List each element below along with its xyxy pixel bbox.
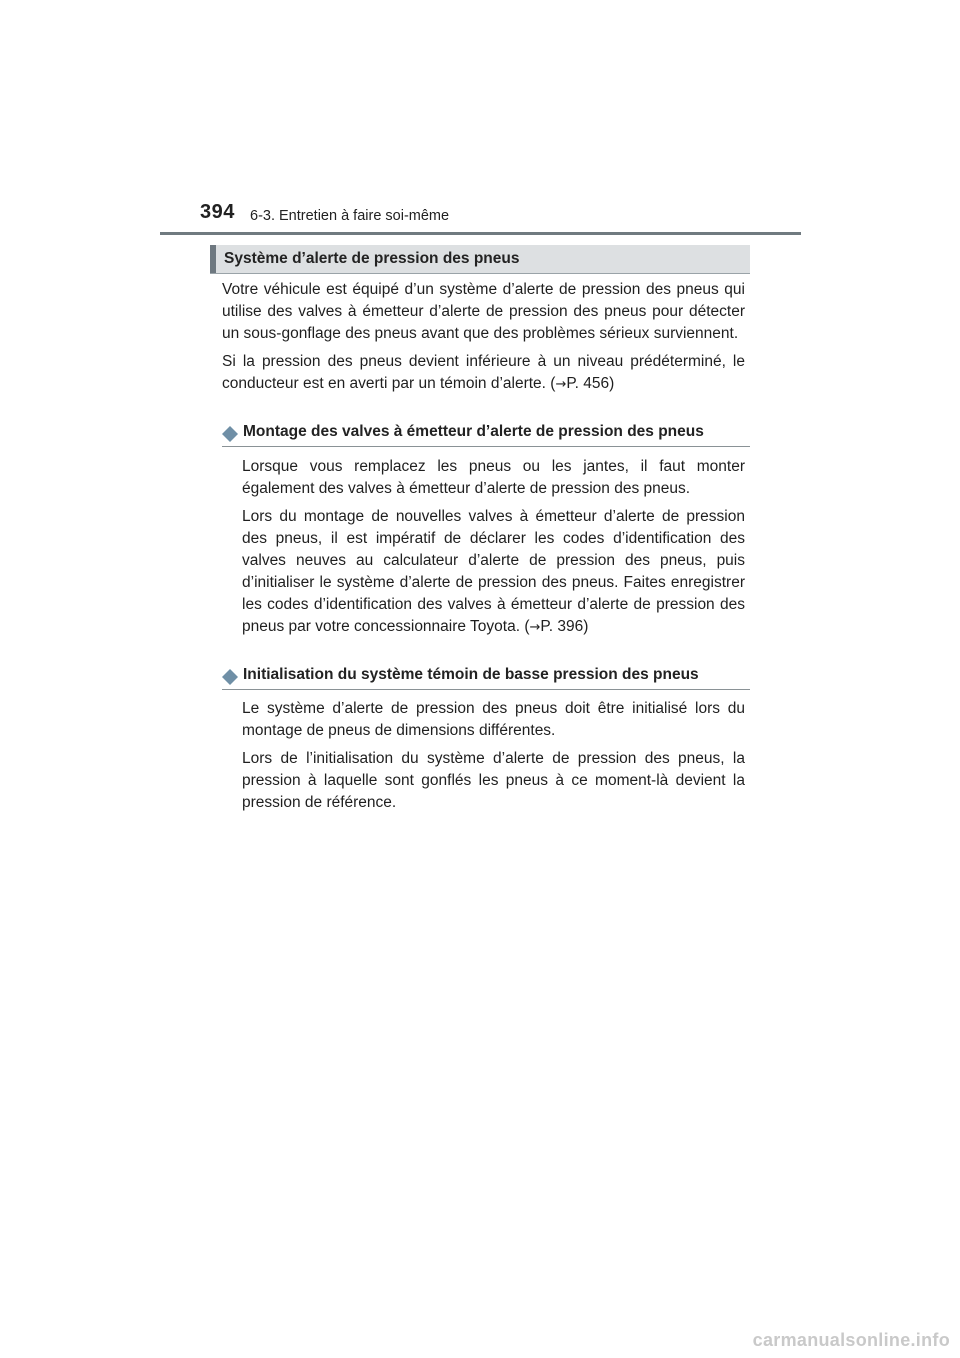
header-divider	[160, 232, 801, 235]
section-accent-bar	[210, 245, 216, 273]
subsection-title: Initialisation du système témoin de basse pression des pneus	[243, 666, 699, 683]
section-body	[222, 279, 745, 402]
subsection-title: Montage des valves à émetteur d’alerte de pression des pneus	[243, 423, 704, 440]
paragraph-text: Lors du montage de nouvelles valves à émetteur d’alerte de pression des pneus, il est impératif de déclarer les codes d’identification des valves neuves au calculateur d’alerte de pression des pneus, puis d’initialiser le système d’alerte de pression des pneus. Faites enregistrer les codes d’identification des valves à émetteur d’alerte de pression des pneus par votre concessionnaire Toyota.	[242, 508, 745, 635]
page-reference-link[interactable]: P. 456	[566, 375, 610, 392]
chapter-title: 6-3. Entretien à faire soi-même	[250, 208, 450, 224]
paragraph: Votre véhicule est équipé d’un système d’alerte de pression des pneus qui utilise des valves à émetteur d’alerte de pression des pneus pour détecter un sous-gonflage des pneus avant que des problèmes sérieux surviennent.	[222, 281, 745, 342]
watermark-text: carmanualsonline.info	[752, 1330, 950, 1350]
section-heading	[210, 245, 750, 274]
subsection-body	[242, 698, 745, 820]
paragraph: Lors du montage de nouvelles valves à émetteur d’alerte de pression des pneus, il est impératif de déclarer les codes d’identification des valves neuves au calculateur d’alerte de pression des pneus, puis d’initialiser le système d’alerte de pression des pneus. Faites enregistrer les codes d’identification des valves à émetteur d’alerte de pression des pneus par votre concessionnaire Toyota. (→P. 396)	[242, 508, 745, 635]
paragraph: Si la pression des pneus devient inférieure à un niveau prédéterminé, le conducteur est en averti par un témoin d’alerte. (→P. 456)	[222, 353, 745, 392]
subsection-heading	[222, 422, 750, 447]
page-number: 394	[200, 201, 235, 223]
paragraph: Lors de l’initialisation du système d’alerte de pression des pneus, la pression à laquelle sont gonflés les pneus à ce moment-là devient la pression de référence.	[242, 750, 745, 811]
page-header	[0, 0, 960, 240]
arrow-right-icon: →	[529, 620, 541, 635]
arrow-right-icon: →	[555, 377, 567, 392]
paragraph: Le système d’alerte de pression des pneus doit être initialisé lors du montage de pneus de dimensions différentes.	[242, 700, 745, 739]
diamond-icon	[222, 669, 238, 685]
watermark	[750, 1330, 950, 1354]
subsection-heading	[222, 665, 750, 690]
page-reference-link[interactable]: P. 396	[540, 618, 584, 635]
section-title: Système d’alerte de pression des pneus	[224, 250, 520, 267]
paragraph: Lorsque vous remplacez les pneus ou les jantes, il faut monter également des valves à émetteur d’alerte de pression des pneus.	[242, 458, 745, 497]
diamond-icon	[222, 426, 238, 442]
paragraph-text: Si la pression des pneus devient inférieure à un niveau prédéterminé, le conducteur est en averti par un témoin d’alerte.	[222, 353, 745, 392]
subsection-body	[242, 456, 745, 645]
